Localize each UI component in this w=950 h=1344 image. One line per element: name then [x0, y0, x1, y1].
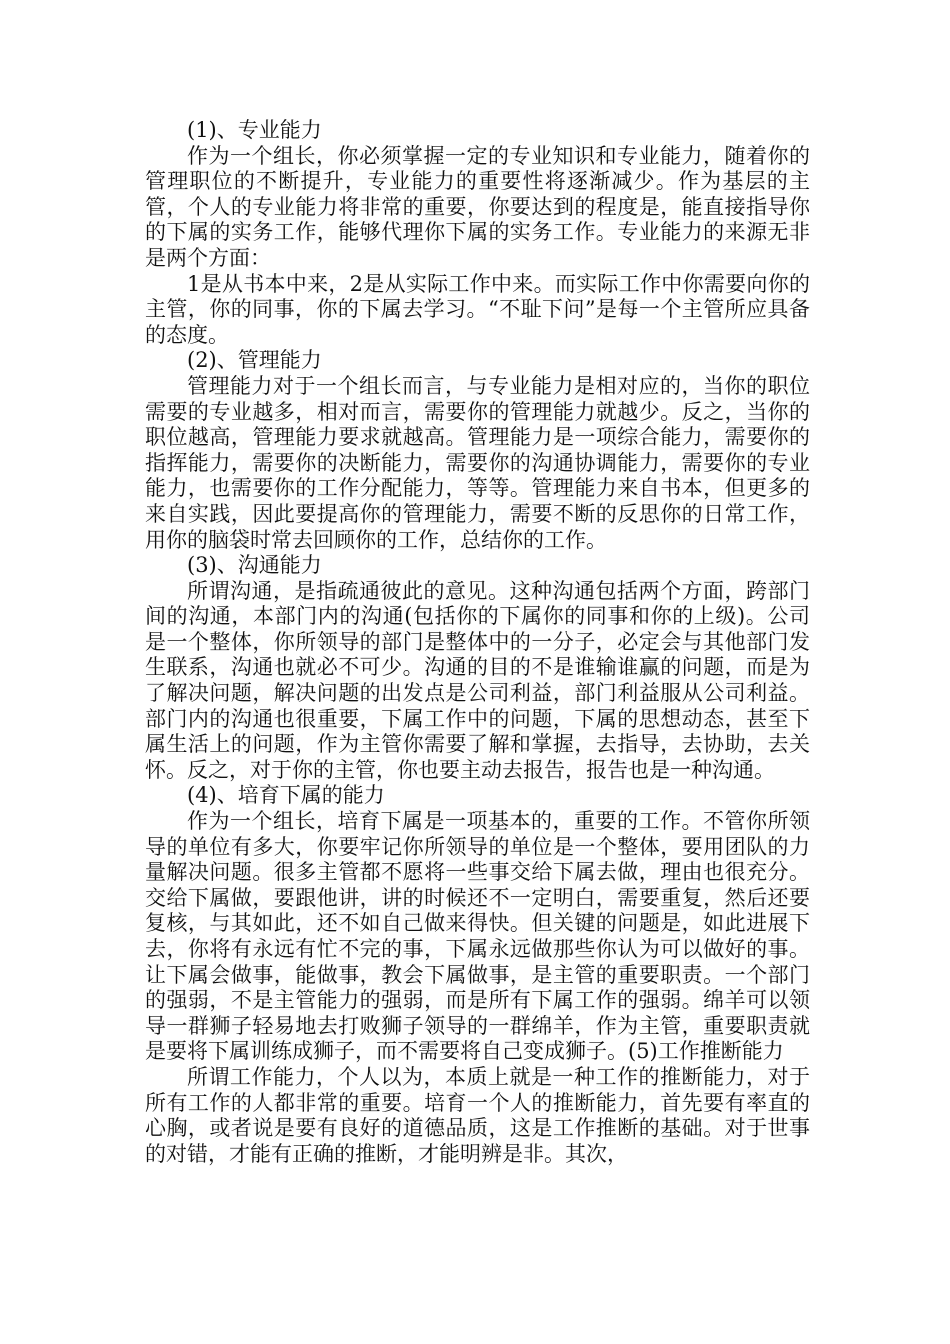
- heading-professional-ability: (1)、专业能力: [187, 118, 322, 142]
- heading-management-ability: (2)、管理能力: [187, 348, 322, 373]
- paragraph-judgment-ability: 所谓工作能力，个人以为，本质上就是一种工作的推断能力，对于所有工作的人都非常的重要。培育一个人的推断能力，首先要有率直的心胸，或者说是要有良好的道德品质，这是工作推断的基础。对于世事的对错，才能有正确的推断，才能明辨是非。其次，: [145, 1064, 810, 1166]
- paragraph-professional-ability: 作为一个组长，你必须掌握一定的专业知识和专业能力，随着你的管理职位的不断提升，专业能力的重要性将逐渐减少。作为基层的主管，个人的专业能力将非常的重要，你要达到的程度是，能直接指导你的下属的实务工作，能够代理你下属的实务工作。专业能力的来源无非是两个方面：: [145, 143, 810, 270]
- paragraph-training-subordinates: 作为一个组长，培育下属是一项基本的，重要的工作。不管你所领导的单位有多大，你要牢记你所领导的单位是一个整体，要用团队的力量解决问题。很多主管都不愿将一些事交给下属去做，理由也很充分。交给下属做，要跟他讲，讲的时候还不一定明白，需要重复，然后还要复核，与其如此，还不如自己做来得快。但关键的问题是，如此进展下去，你将有永远有忙不完的事，下属永远做那些你认为可以做好的事。让下属会做事，能做事，教会下属做事，是主管的重要职责。一个部门的强弱，不是主管能力的强弱，而是所有下属工作的强弱。绵羊可以领导一群狮子轻易地去打败狮子领导的一群绵羊，作为主管，重要职责就是要将下属训练成狮子，而不需要将自己变成狮子。(5)工作推断能力: [145, 809, 810, 1064]
- document-page: [145, 118, 810, 1167]
- paragraph-communication-ability: 所谓沟通，是指疏通彼此的意见。这种沟通包括两个方面，跨部门间的沟通，本部门内的沟通(包括你的下属你的同事和你的上级)。公司是一个整体，你所领导的部门是整体中的一分子，必定会与其他部门发生联系，沟通也就必不可少。沟通的目的不是谁输谁赢的问题，而是为了解决问题，解决问题的出发点是公司利益，部门利益服从公司利益。部门内的沟通也很重要，下属工作中的问题，下属的思想动态，甚至下属生活上的问题，作为主管你需要了解和掌握，去指导，去协助，去关怀。反之，对于你的主管，你也要主动去报告，报告也是一种沟通。: [145, 578, 810, 782]
- paragraph-ability-sources: 1是从书本中来，2是从实际工作中来。而实际工作中你需要向你的主管，你的同事，你的下属去学习。“不耻下问”是每一个主管所应具备的态度。: [145, 271, 810, 347]
- heading-communication-ability: (3)、沟通能力: [187, 553, 322, 578]
- heading-training-subordinates: (4)、培育下属的能力: [187, 783, 385, 808]
- paragraph-management-ability: 管理能力对于一个组长而言，与专业能力是相对应的，当你的职位需要的专业越多，相对而言，需要你的管理能力就越少。反之，当你的职位越高，管理能力要求就越高。管理能力是一项综合能力，需要你的指挥能力，需要你的决断能力，需要你的沟通协调能力，需要你的专业能力，也需要你的工作分配能力，等等。管理能力来自书本，但更多的来自实践，因此要提高你的管理能力，需要不断的反思你的日常工作，用你的脑袋时常去回顾你的工作，总结你的工作。: [145, 373, 810, 552]
